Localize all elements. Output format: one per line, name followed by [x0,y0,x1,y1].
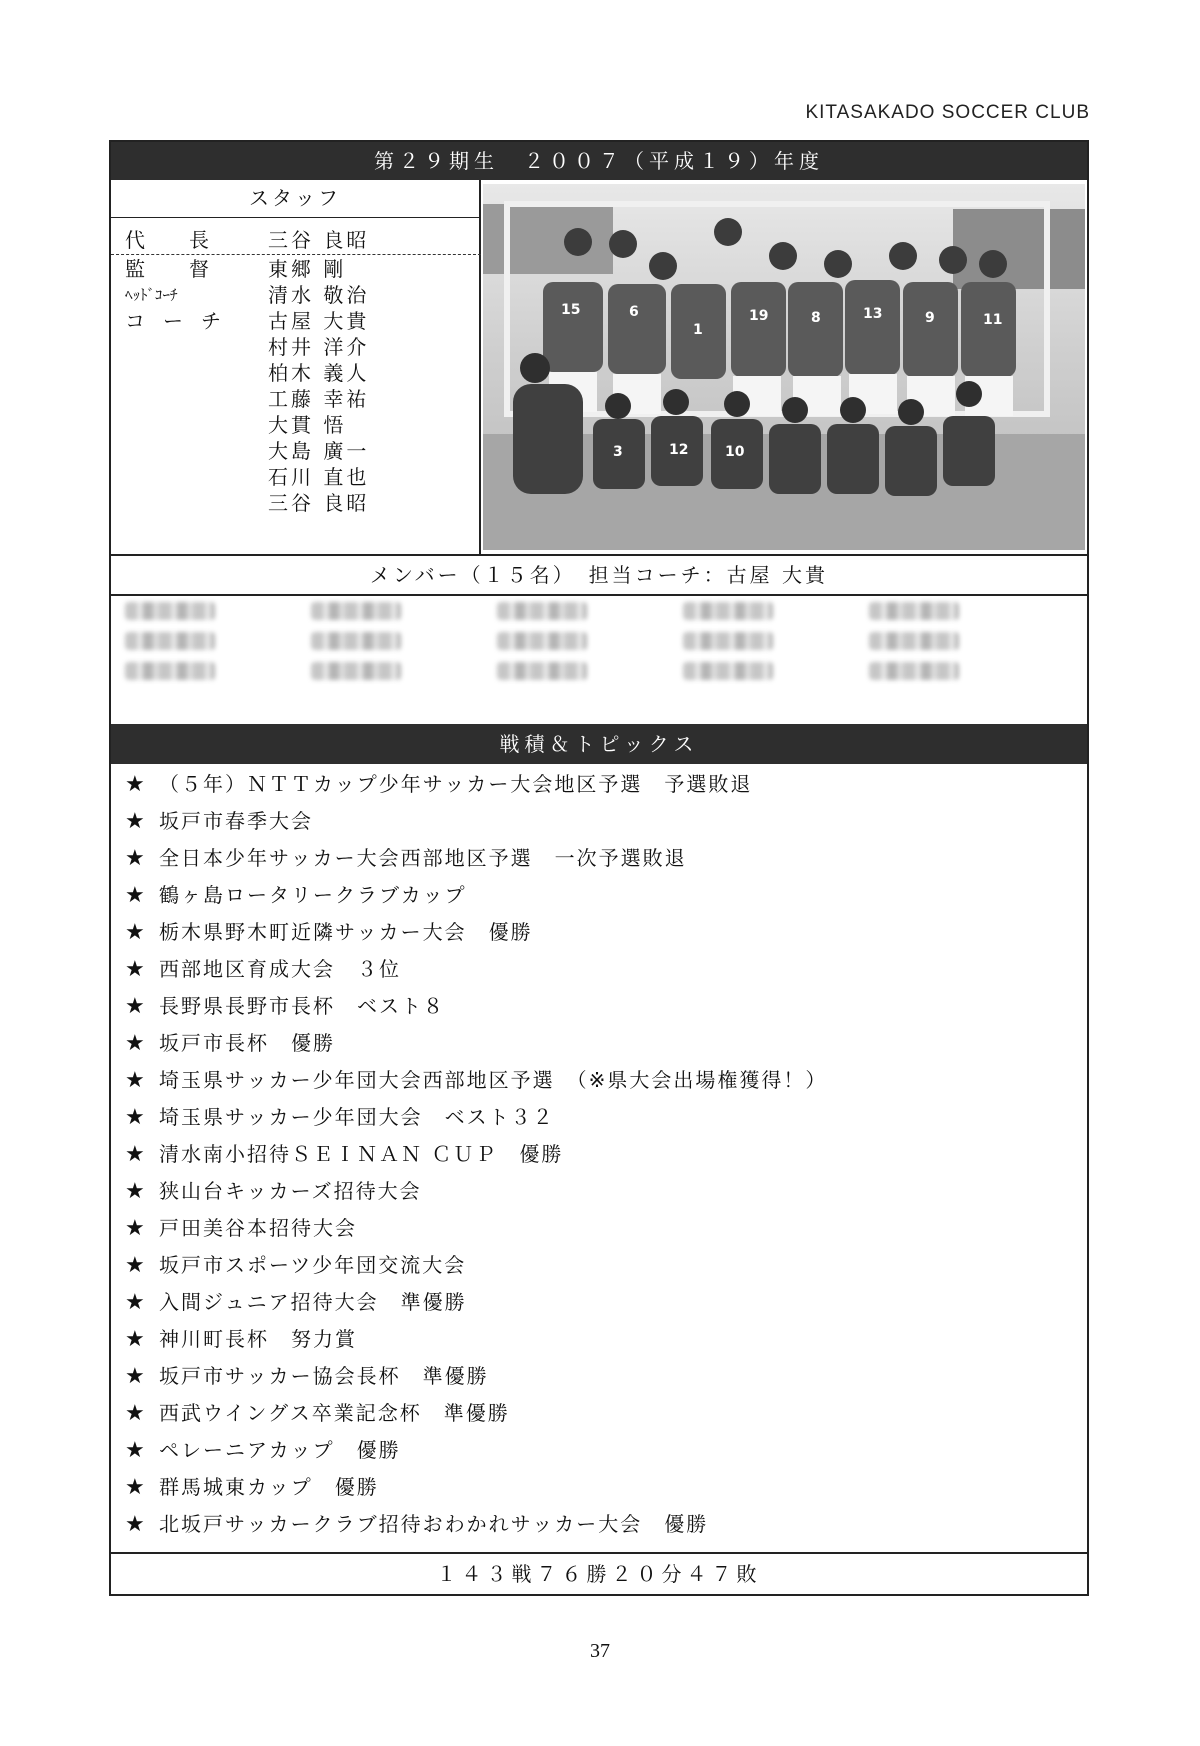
topic-text: 清水南小招待ＳＥＩＮＡＮ ＣＵＰ 優勝 [159,1142,564,1166]
redacted-member-name [311,662,401,680]
star-icon: ★ [125,1290,147,1315]
staff-name: 石川 直也 [268,465,370,489]
topic-item [125,1359,489,1393]
star-icon: ★ [125,809,147,834]
staff-name: 三谷 良昭 [268,491,370,515]
topic-item [125,804,313,838]
redacted-member-name [125,602,215,620]
topics-list [111,764,1087,1554]
jersey-number: 19 [749,308,769,324]
topic-item [125,1470,379,1504]
staff-name: 大島 廣一 [268,439,370,463]
topic-text: 鶴ヶ島ロータリークラブカップ [159,883,467,907]
star-icon: ★ [125,1105,147,1130]
staff-name: 清水 敬治 [268,283,370,307]
staff-role: ﾍｯﾄﾞｺｰﾁ [125,286,178,304]
topic-item [125,878,467,912]
topic-item [125,1433,401,1467]
topic-text: 戸田美谷本招待大会 [159,1216,357,1240]
star-icon: ★ [125,1475,147,1500]
staff-role: 監督 [125,257,253,281]
topic-text: 坂戸市サッカー協会長杯 準優勝 [159,1364,489,1388]
star-icon: ★ [125,1512,147,1537]
topic-text: 狭山台キッカーズ招待大会 [159,1179,422,1203]
topic-text: 西部地区育成大会 ３位 [159,957,401,981]
topic-text: 北坂戸サッカークラブ招待おわかれサッカー大会 優勝 [159,1512,709,1536]
club-name: KITASAKADO SOCCER CLUB [805,102,1090,123]
topic-item [125,1063,827,1097]
topic-item [125,1211,357,1245]
team-photo-illustration [483,184,1085,550]
topic-item [125,767,752,801]
redacted-member-name [497,632,587,650]
star-icon: ★ [125,883,147,908]
topic-text: 埼玉県サッカー少年団大会 ベスト３２ [159,1105,555,1129]
jersey-number: 1 [693,322,703,338]
redacted-member-name [869,632,959,650]
redacted-member-name [125,632,215,650]
topic-text: 坂戸市長杯 優勝 [159,1031,335,1055]
topic-item [125,1396,510,1430]
season-record-summary: １４３戦７６勝２０分４７敗 [436,1562,762,1586]
team-photo [483,184,1085,550]
redacted-member-name [497,662,587,680]
redacted-member-name [311,602,401,620]
staff-heading: スタッフ [111,180,479,218]
topic-item [125,841,687,875]
topic-text: 神川町長杯 努力賞 [159,1327,357,1351]
staff-name: 古屋 大貴 [268,309,370,333]
star-icon: ★ [125,772,147,797]
star-icon: ★ [125,957,147,982]
topic-text: 埼玉県サッカー少年団大会西部地区予選 （※県大会出場権獲得！） [159,1068,828,1092]
staff-name: 村井 洋介 [268,335,370,359]
members-heading: メンバー（１５名） 担当コーチ：古屋 大貴 [111,554,1087,596]
topic-item [125,1137,563,1171]
topic-item [125,1507,708,1541]
star-icon: ★ [125,1401,147,1426]
page-number: 37 [590,1640,610,1662]
jersey-number: 13 [863,306,883,322]
topics-heading: 戦積＆トピックス [111,724,1087,764]
staff-name: 東郷 剛 [268,257,347,281]
redacted-member-name [683,662,773,680]
staff-role: コーチ [125,309,239,333]
staff-panel [111,180,481,554]
jersey-number: 6 [629,304,639,320]
redacted-member-name [869,662,959,680]
topic-text: 長野県長野市長杯 ベスト８ [159,994,445,1018]
star-icon: ★ [125,1253,147,1278]
topic-text: ペレーニアカップ 優勝 [159,1438,401,1462]
topic-item [125,1174,422,1208]
star-icon: ★ [125,994,147,1019]
topic-item [125,1248,466,1282]
staff-name: 工藤 幸祐 [268,387,370,411]
redacted-member-name [311,632,401,650]
topic-text: 群馬城東カップ 優勝 [159,1475,379,1499]
topic-text: 栃木県野木町近隣サッカー大会 優勝 [159,920,533,944]
season-record-sheet [109,140,1089,1596]
jersey-number: 10 [725,444,745,460]
redacted-member-name [497,602,587,620]
season-title: 第２９期生 ２００７（平成１９）年度 [111,142,1087,180]
topic-item [125,1285,467,1319]
topic-item [125,989,445,1023]
redacted-member-name [683,602,773,620]
redacted-member-name [869,602,959,620]
jersey-number: 9 [925,310,935,326]
topic-item [125,1026,335,1060]
jersey-number: 12 [669,442,689,458]
topic-text: （５年）ＮＴＴカップ少年サッカー大会地区予選 予選敗退 [159,772,753,796]
jersey-number: 8 [811,310,821,326]
jersey-number: 11 [983,312,1003,328]
star-icon: ★ [125,1327,147,1352]
staff-role: 代長 [125,228,253,252]
star-icon: ★ [125,1216,147,1241]
topic-item [125,915,533,949]
star-icon: ★ [125,1068,147,1093]
members-list-redacted [125,602,1065,712]
redacted-member-name [125,662,215,680]
topic-text: 西武ウイングス卒業記念杯 準優勝 [159,1401,510,1425]
staff-name: 三谷 良昭 [268,228,370,252]
topic-text: 全日本少年サッカー大会西部地区予選 一次予選敗退 [159,846,687,870]
topic-text: 坂戸市春季大会 [159,809,313,833]
star-icon: ★ [125,920,147,945]
jersey-number: 15 [561,302,581,318]
topic-item [125,1322,357,1356]
star-icon: ★ [125,1031,147,1056]
star-icon: ★ [125,1438,147,1463]
star-icon: ★ [125,1179,147,1204]
topic-item [125,952,401,986]
staff-name: 大貫 悟 [268,413,347,437]
star-icon: ★ [125,1364,147,1389]
redacted-member-name [683,632,773,650]
topic-text: 入間ジュニア招待大会 準優勝 [159,1290,467,1314]
jersey-number: 3 [613,444,623,460]
staff-name: 柏木 義人 [268,361,370,385]
topic-item [125,1100,555,1134]
star-icon: ★ [125,846,147,871]
topic-text: 坂戸市スポーツ少年団交流大会 [159,1253,467,1277]
star-icon: ★ [125,1142,147,1167]
